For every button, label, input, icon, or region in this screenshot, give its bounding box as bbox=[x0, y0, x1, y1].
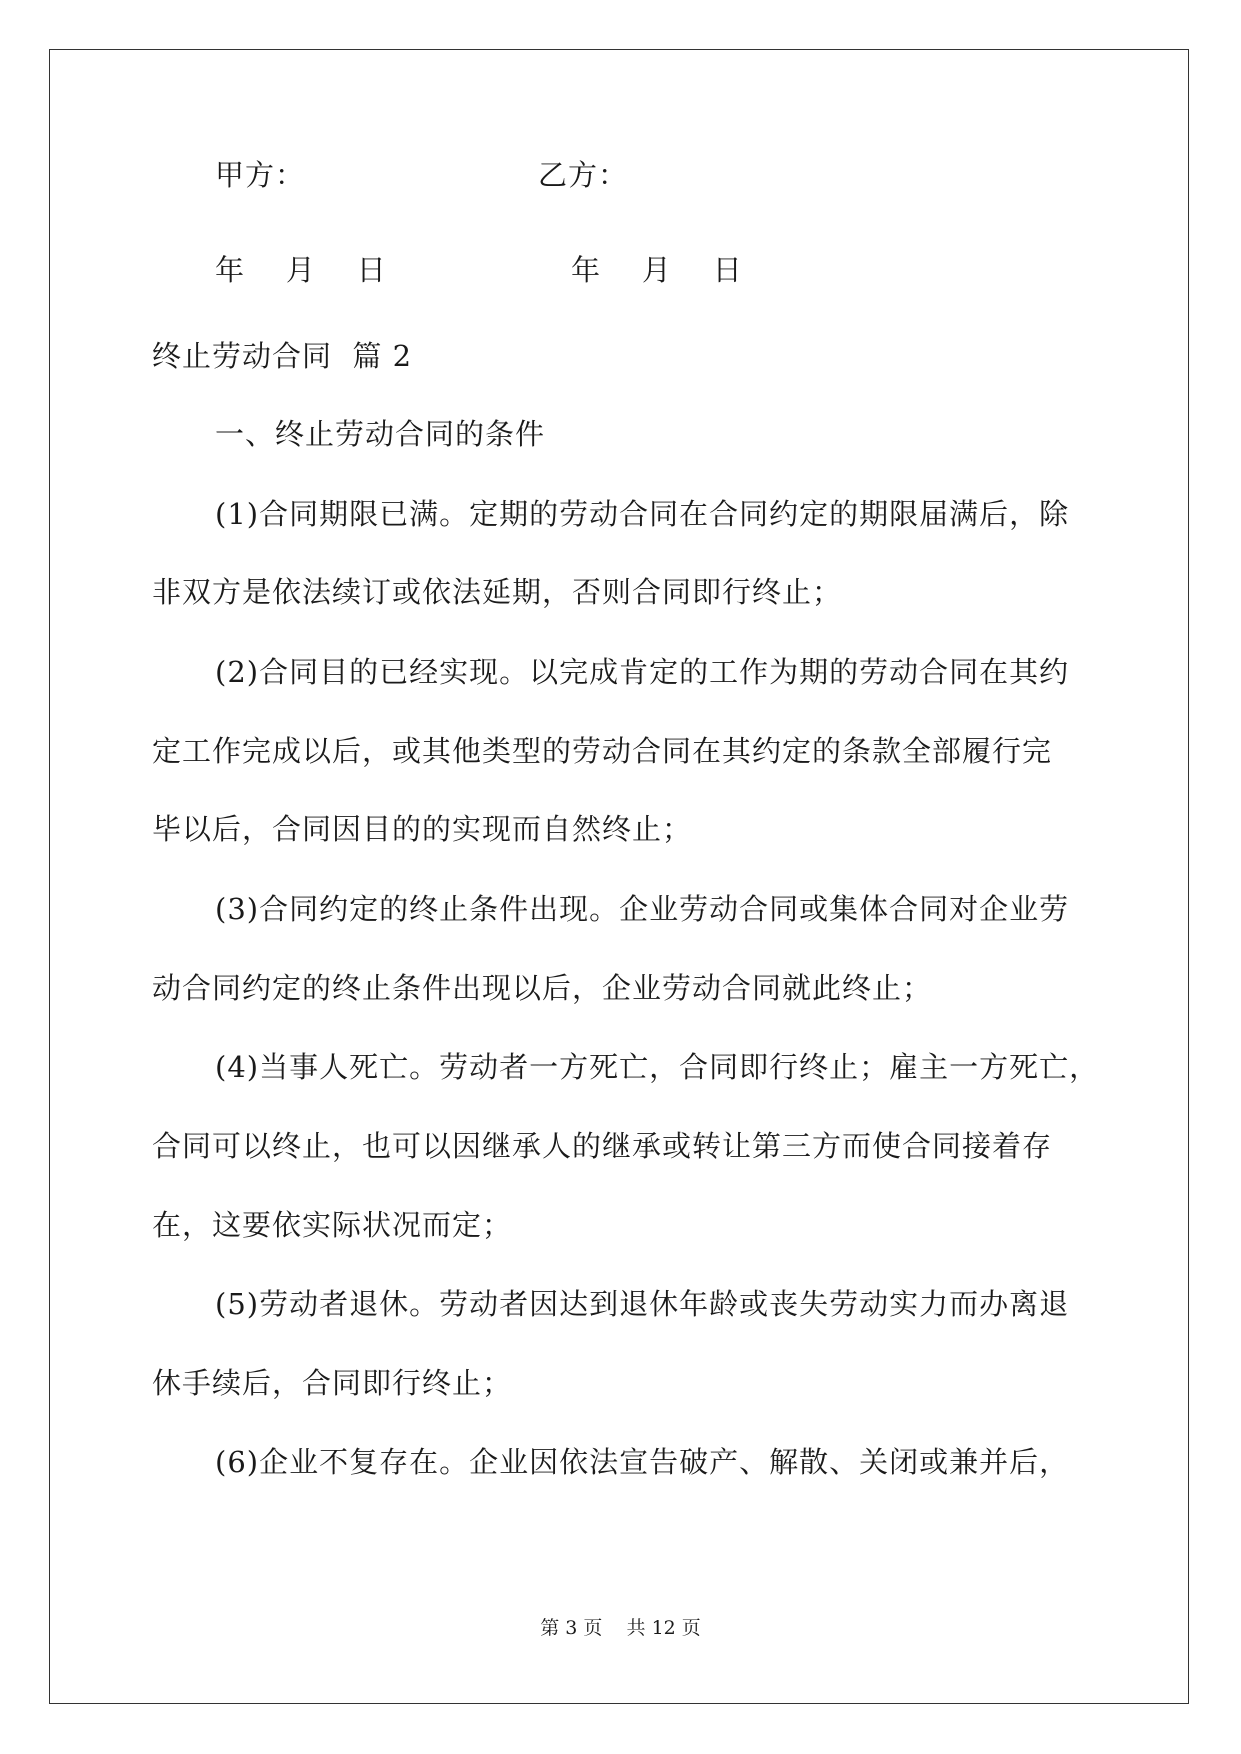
party-b-label: 乙方： bbox=[538, 158, 629, 192]
party-a-label: 甲方： bbox=[215, 158, 306, 192]
page-footer: 第 3 页 共 12 页 bbox=[540, 1617, 701, 1639]
paragraph-line: 合同可以终止，也可以因继承人的继承或转让第三方而使合同接着存 bbox=[152, 1129, 1053, 1163]
section-heading: 一、终止劳动合同的条件 bbox=[215, 417, 546, 451]
date-b: 年 月 日 bbox=[571, 253, 743, 287]
paragraph-line: 毕以后，合同因目的的实现而自然终止； bbox=[152, 812, 693, 846]
paragraph-line: (3)合同约定的终止条件出现。企业劳动合同或集体合同对企业劳 bbox=[215, 892, 1070, 926]
paragraph-line: 定工作完成以后，或其他类型的劳动合同在其约定的条款全部履行完 bbox=[152, 734, 1053, 768]
paragraph-line: (5)劳动者退休。劳动者因达到退休年龄或丧失劳动实力而办离退 bbox=[215, 1287, 1070, 1321]
paragraph-line: 在，这要依实际状况而定； bbox=[152, 1208, 513, 1242]
paragraph-line: 非双方是依法续订或依法延期，否则合同即行终止； bbox=[152, 575, 843, 609]
section-title: 终止劳动合同 篇 2 bbox=[152, 339, 413, 373]
date-a: 年 月 日 bbox=[215, 253, 387, 287]
paragraph-line: 休手续后，合同即行终止； bbox=[152, 1366, 513, 1400]
paragraph-line: (1)合同期限已满。定期的劳动合同在合同约定的期限届满后，除 bbox=[215, 497, 1070, 531]
paragraph-line: (6)企业不复存在。企业因依法宣告破产、解散、关闭或兼并后， bbox=[215, 1445, 1070, 1479]
paragraph-line: (4)当事人死亡。劳动者一方死亡，合同即行终止；雇主一方死亡， bbox=[215, 1050, 1100, 1084]
paragraph-line: 动合同约定的终止条件出现以后，企业劳动合同就此终止； bbox=[152, 971, 933, 1005]
paragraph-line: (2)合同目的已经实现。以完成肯定的工作为期的劳动合同在其约 bbox=[215, 655, 1070, 689]
